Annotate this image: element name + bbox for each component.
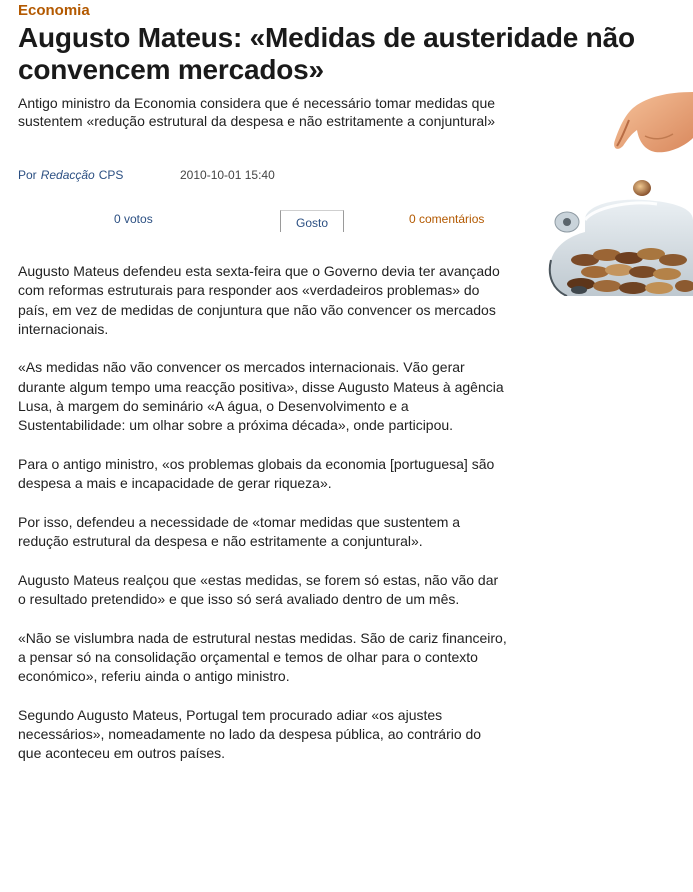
byline bbox=[18, 168, 123, 182]
article-lead: Antigo ministro da Economia considera que é necessário tomar medidas que sustentem «redução estrutural da despesa e não estritamente a conjuntural» bbox=[18, 95, 496, 129]
article-paragraph: «As medidas não vão convencer os mercados internacionais. Vão gerar durante algum tempo uma reacção positiva», disse Augusto Mateus à agência Lusa, à margem do seminário «A água, o Desenvolvimento e a Sustentabilidade: um olhar sobre a próxima década», onde participou. bbox=[18, 359, 504, 434]
author-link[interactable]: Redacção bbox=[40, 168, 95, 182]
coin-shape bbox=[633, 180, 651, 196]
agency-label: CPS bbox=[98, 168, 124, 182]
like-button[interactable] bbox=[280, 210, 344, 232]
like-button-label: Gosto bbox=[295, 216, 328, 230]
comments-link[interactable]: 0 comentários bbox=[409, 212, 485, 226]
article-body bbox=[18, 262, 508, 783]
article-paragraph: Por isso, defendeu a necessidade de «tomar medidas que sustentem a redução estrutural da despesa e não estritamente a conjuntural». bbox=[18, 513, 461, 550]
article-paragraph: Augusto Mateus realçou que «estas medidas, se forem só estas, não vão dar o resultado pretendido» e que isso só será avaliado dentro de um mês. bbox=[18, 571, 499, 608]
article-paragraph: «Não se vislumbra nada de estrutural nestas medidas. São de cariz financeiro, a pensar só na consolidação orçamental e temos de olhar para o contexto económico», referiu ainda o antigo ministro. bbox=[18, 629, 507, 685]
byline-prefix: Por bbox=[18, 168, 37, 182]
article-paragraph: Para o antigo ministro, «os problemas globais da economia [portuguesa] são despesa a mais e incapacidade de gerar riqueza». bbox=[18, 455, 495, 492]
article-paragraph: Segundo Augusto Mateus, Portugal tem procurado adiar «os ajustes necessários», nomeadamente no lado da despesa pública, ao contrário do que aconteceu em outros países. bbox=[18, 706, 482, 762]
piggy-bank-coin-photo bbox=[545, 90, 693, 296]
section-label[interactable]: Economia bbox=[18, 2, 90, 19]
publish-date: 2010-10-01 15:40 bbox=[180, 168, 275, 182]
votes-count: 0 votos bbox=[114, 212, 153, 226]
article-paragraph: Augusto Mateus defendeu esta sexta-feira que o Governo devia ter avançado com reformas estruturais para responder aos «verdadeiros problemas» do país, em vez de medidas de conjuntura que não vão convencer os mercados internacionais. bbox=[18, 263, 500, 337]
page-title: Augusto Mateus: «Medidas de austeridade não convencem mercados» bbox=[18, 22, 635, 85]
